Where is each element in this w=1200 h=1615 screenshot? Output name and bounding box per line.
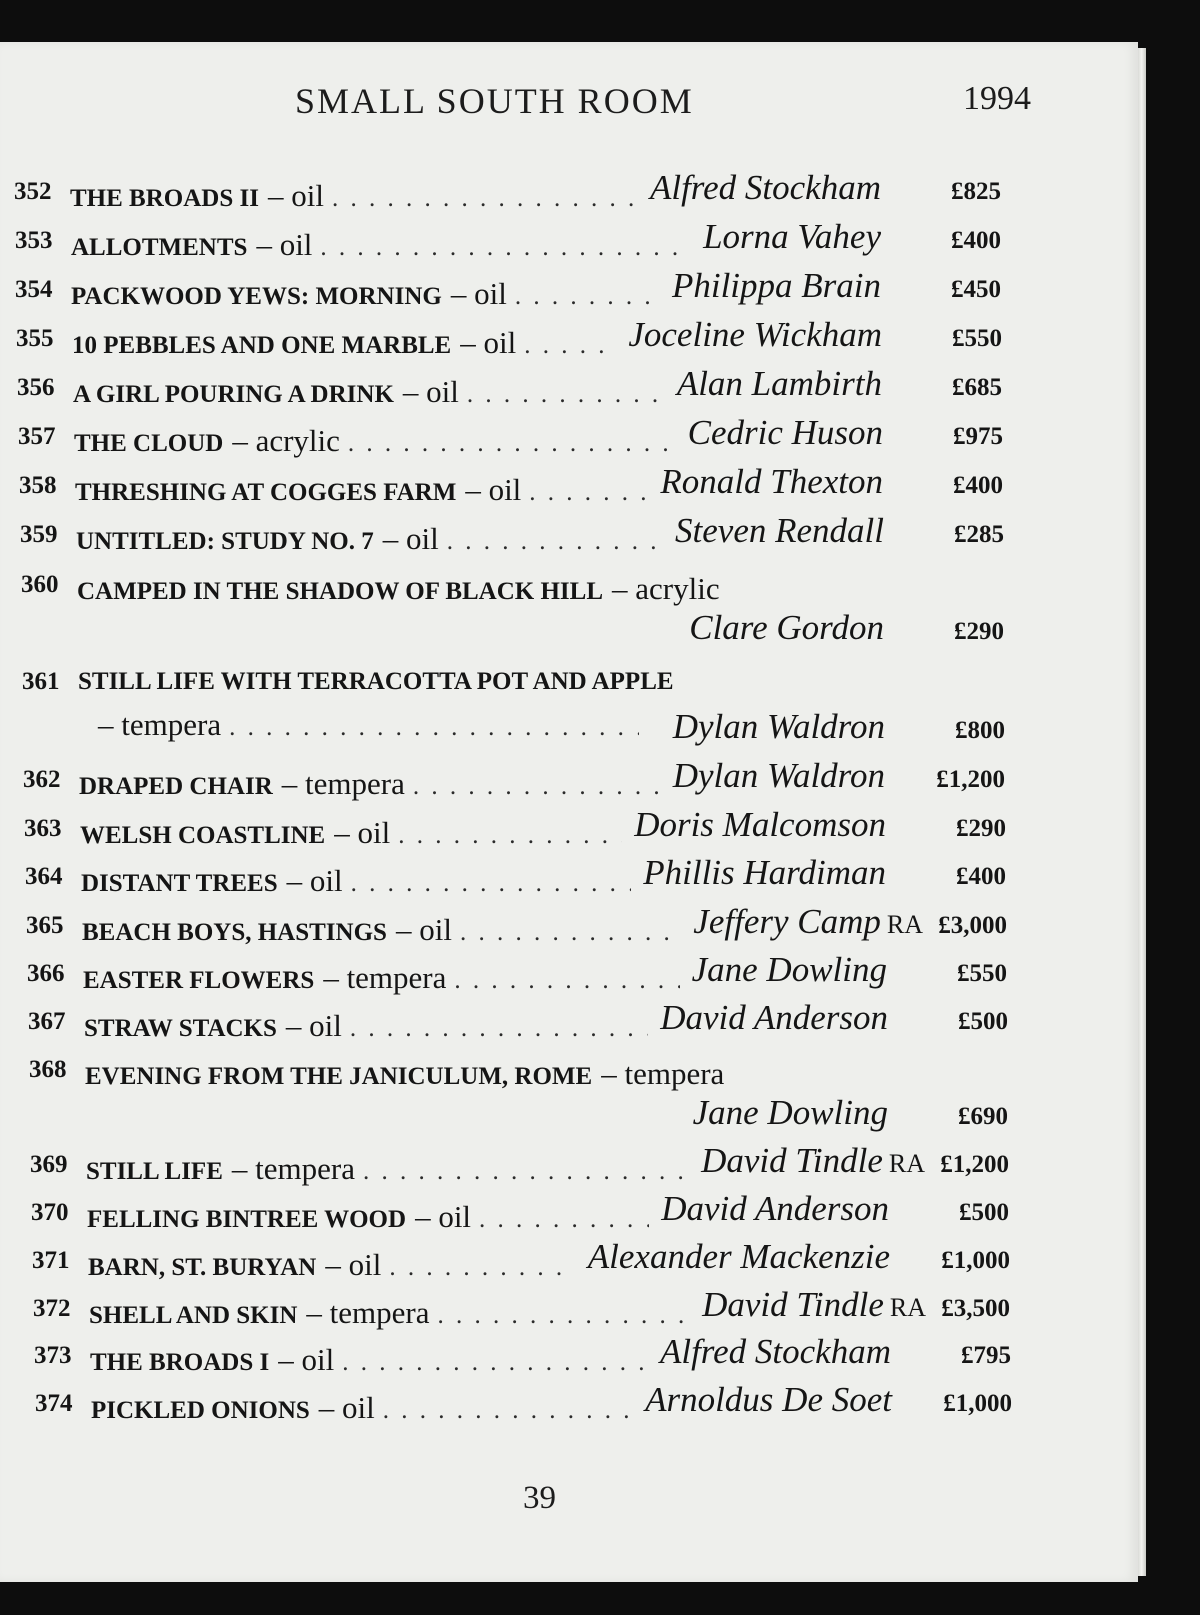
leader-dots (454, 967, 679, 995)
entry-number: 366 (27, 960, 65, 987)
entry-artist (660, 462, 883, 502)
catalogue-entry (0, 658, 1138, 698)
entry-price: £450 (951, 276, 1001, 303)
entry-artist (703, 217, 881, 257)
entry-number: 374 (35, 1390, 73, 1417)
entry-number: 368 (29, 1056, 67, 1083)
entry-artist (660, 998, 888, 1038)
entry-title-line (74, 423, 682, 459)
entry-artist (645, 1380, 892, 1420)
entry-artist: Dylan Waldron (672, 707, 885, 746)
entry-number: 354 (15, 276, 53, 303)
entry-title: DISTANT TREES (81, 870, 278, 897)
entry-title: FELLING BINTREE WOOD (87, 1206, 407, 1233)
entry-title-line (85, 1056, 724, 1092)
entry-number: 353 (15, 227, 53, 254)
entry-artist-name: Phillis Hardiman (643, 853, 886, 892)
catalogue-entry (0, 511, 1138, 556)
entry-artist-name: Joceline Wickham (628, 315, 882, 354)
entry-artist (693, 902, 923, 942)
entry-title: EASTER FLOWERS (83, 967, 315, 994)
catalogue-entry (0, 1046, 1138, 1091)
catalogue-entry (0, 1189, 1138, 1234)
entry-title: ALLOTMENTS (71, 234, 248, 261)
entry-medium: – tempera (281, 766, 405, 801)
catalogue-entry-continued (0, 1093, 1138, 1133)
entry-title: PACKWOOD YEWS: MORNING (71, 283, 442, 310)
entry-number: 364 (25, 863, 63, 890)
entry-artist-name: David Anderson (661, 1189, 889, 1228)
catalogue-entry (0, 561, 1138, 606)
catalogue-entry (0, 853, 1138, 898)
leader-dots (413, 773, 661, 801)
entry-title: THRESHING AT COGGES FARM (75, 479, 457, 506)
entry-ra: RA (886, 910, 923, 939)
entry-artist-name: Cedric Huson (687, 413, 883, 452)
entry-medium: – oil (318, 1390, 375, 1425)
entry-ra: RA (888, 1149, 925, 1178)
entry-artist (673, 756, 885, 796)
entry-price: £975 (953, 423, 1003, 450)
leader-dots (332, 185, 638, 213)
entry-medium: – acrylic (232, 423, 340, 458)
catalogue-entry (0, 413, 1138, 458)
entry-price: £1,000 (943, 1390, 1012, 1417)
entry-title-line (80, 815, 628, 851)
entry-artist (702, 1285, 926, 1325)
catalogue-entry (0, 998, 1138, 1043)
entry-title: BEACH BOYS, HASTINGS (82, 919, 387, 946)
entry-medium: – oil (325, 1247, 382, 1282)
entry-artist (677, 364, 882, 404)
entry-price: £1,000 (941, 1247, 1010, 1274)
entry-price: £400 (956, 863, 1006, 890)
entry-title: STRAW STACKS (84, 1015, 277, 1042)
catalogue-entry (0, 1237, 1138, 1282)
entry-title: STILL LIFE WITH TERRACOTTA POT AND APPLE (78, 668, 674, 695)
leader-dots (342, 1349, 648, 1377)
entry-number: 357 (18, 423, 56, 450)
entry-title: PICKLED ONIONS (91, 1397, 310, 1424)
entry-artist (588, 1237, 890, 1277)
entry-title-line (86, 1151, 695, 1187)
entry-artist (692, 950, 887, 990)
entry-title: BARN, ST. BURYAN (88, 1254, 317, 1281)
entry-medium: – oil (402, 374, 459, 409)
entry-number: 356 (17, 374, 55, 401)
entry-number: 352 (14, 178, 52, 205)
entry-title: STILL LIFE (86, 1158, 223, 1185)
entry-number: 372 (33, 1295, 71, 1322)
entry-medium: – tempera (231, 1151, 355, 1186)
entry-artist (675, 511, 884, 551)
entry-title-line (71, 227, 697, 263)
entry-medium: – oil (395, 912, 452, 947)
entry-title: A GIRL POURING A DRINK (73, 381, 394, 408)
entry-artist (672, 266, 881, 306)
entry-title: DRAPED CHAIR (79, 773, 273, 800)
leader-dots (467, 381, 665, 409)
entry-title-line (90, 1342, 654, 1378)
entry-number: 361 (22, 668, 60, 695)
entry-number: 365 (26, 912, 64, 939)
entry-title: THE BROADS II (70, 185, 259, 212)
entry-title: THE BROADS I (90, 1349, 270, 1376)
entry-price: £685 (952, 374, 1002, 401)
entry-medium: – oil (382, 521, 439, 556)
entry-price: £400 (953, 472, 1003, 499)
entry-artist (660, 1332, 891, 1372)
entry-medium-line (98, 707, 645, 743)
entry-artist-name: Alfred Stockham (659, 1332, 891, 1371)
entry-price: £290 (954, 618, 1004, 645)
entry-medium: – oil (460, 325, 517, 360)
entry-title-line (71, 276, 666, 312)
leader-dots (383, 1397, 633, 1425)
entry-artist-name: Philippa Brain (671, 266, 881, 305)
catalogue-entry (0, 168, 1138, 213)
entry-medium: – tempera (323, 960, 447, 995)
entry-artist-name: Doris Malcomson (634, 805, 886, 844)
entry-title-line (87, 1199, 655, 1235)
entry-artist-name: David Tindle (702, 1285, 884, 1324)
leader-dots (447, 528, 663, 556)
year: 1994 (963, 80, 1031, 117)
entry-number: 369 (30, 1151, 68, 1178)
entry-title: EVENING FROM THE JANICULUM, ROME (85, 1063, 593, 1090)
entry-artist-name: Arnoldus De Soet (645, 1380, 892, 1419)
catalogue-entry (0, 1380, 1138, 1425)
catalogue-entry-continued (0, 707, 1138, 747)
entry-medium: – tempera (98, 707, 222, 742)
leader-dots (438, 1302, 691, 1330)
entry-title: 10 PEBBLES AND ONE MARBLE (72, 332, 452, 359)
entry-artist (643, 853, 886, 893)
catalogue-entry (0, 364, 1138, 409)
entry-title: SHELL AND SKIN (89, 1302, 298, 1329)
entry-artist: Clare Gordon (689, 608, 884, 647)
entry-title: CAMPED IN THE SHADOW OF BLACK HILL (77, 578, 604, 605)
leader-dots (524, 332, 616, 360)
entry-price: £3,000 (938, 912, 1007, 939)
entry-price: £1,200 (936, 766, 1005, 793)
leader-dots (479, 1206, 649, 1234)
entry-title-line (79, 766, 667, 802)
entry-artist-name: Steven Rendall (675, 511, 884, 550)
entry-price: £400 (951, 227, 1001, 254)
entry-price: £285 (954, 521, 1004, 548)
leader-dots (350, 1015, 648, 1043)
entry-title-line (78, 668, 674, 696)
entry-price: £290 (956, 815, 1006, 842)
entry-title-line (73, 374, 671, 410)
entry-medium: – oil (286, 863, 343, 898)
entry-title-line (91, 1390, 639, 1426)
catalogue-entry (0, 462, 1138, 507)
entry-artist-name: David Anderson (660, 998, 888, 1037)
entry-title: WELSH COASTLINE (80, 822, 326, 849)
entry-title-line (88, 1247, 582, 1283)
catalogue-entry (0, 315, 1138, 360)
entry-medium: – acrylic (612, 571, 720, 606)
catalogue-entry (0, 266, 1138, 311)
catalogue-entry (0, 217, 1138, 262)
entry-number: 358 (19, 472, 57, 499)
leader-dots (529, 479, 648, 507)
entry-medium: – oil (278, 1342, 335, 1377)
entry-title-line (72, 325, 622, 361)
page-number: 39 (523, 1480, 556, 1516)
entry-medium: – oil (465, 472, 522, 507)
entry-title-line (76, 521, 669, 557)
entry-artist (650, 168, 881, 208)
leader-dots (389, 1254, 575, 1282)
entry-title: UNTITLED: STUDY NO. 7 (76, 528, 374, 555)
entry-price: £1,200 (940, 1151, 1009, 1178)
entry-artist-name: Lorna Vahey (703, 217, 881, 256)
entry-number: 355 (16, 325, 54, 352)
entry-artist (628, 315, 882, 355)
entry-title-line (75, 472, 654, 508)
entry-medium: – oil (256, 227, 313, 262)
entry-title-line (83, 960, 686, 996)
entry-title: THE CLOUD (74, 430, 224, 457)
entry-number: 359 (20, 521, 58, 548)
entry-title-line (84, 1008, 654, 1044)
leader-dots (348, 430, 676, 458)
catalogue-entry (0, 950, 1138, 995)
entry-title-line (89, 1295, 696, 1331)
page-edge (1138, 48, 1146, 1576)
catalogue-entry (0, 756, 1138, 801)
entry-price: £550 (952, 325, 1002, 352)
entry-artist-name: Jeffery Camp (693, 902, 881, 941)
leader-dots (363, 1158, 689, 1186)
entry-number: 371 (32, 1247, 70, 1274)
entry-title-line (82, 912, 687, 948)
entry-number: 363 (24, 815, 62, 842)
catalogue-entry-continued (0, 608, 1138, 648)
entry-title-line (70, 178, 644, 214)
entry-price: £500 (959, 1199, 1009, 1226)
entry-artist-name: Jane Dowling (691, 950, 887, 989)
entry-medium: – oil (450, 276, 507, 311)
entry-artist-name: Alan Lambirth (676, 364, 882, 403)
leader-dots (351, 870, 632, 898)
entry-medium: – oil (415, 1199, 472, 1234)
entry-number: 367 (28, 1008, 66, 1035)
entry-medium: – oil (267, 178, 324, 213)
entry-artist (688, 413, 883, 453)
entry-number: 362 (23, 766, 61, 793)
entry-price: £795 (961, 1342, 1011, 1369)
leader-dots (320, 234, 691, 262)
entry-artist-name: Alfred Stockham (649, 168, 881, 207)
entry-price: £3,500 (941, 1295, 1010, 1322)
entry-artist: Jane Dowling (692, 1093, 888, 1132)
entry-price: £550 (957, 960, 1007, 987)
entry-price: £800 (955, 717, 1005, 744)
entry-artist-name: Ronald Thexton (660, 462, 883, 501)
entry-artist-name: David Tindle (701, 1141, 883, 1180)
leader-dots (229, 714, 639, 742)
entry-artist-name: Alexander Mackenzie (587, 1237, 890, 1276)
entry-number: 370 (31, 1199, 69, 1226)
catalogue-entry (0, 1332, 1138, 1377)
catalogue-entry (0, 1141, 1138, 1186)
entry-medium: – tempera (306, 1295, 430, 1330)
leader-dots (460, 919, 681, 947)
entry-number: 373 (34, 1342, 72, 1369)
entry-price: £825 (951, 178, 1001, 205)
room-title: SMALL SOUTH ROOM (295, 81, 694, 121)
entry-ra: RA (889, 1293, 926, 1322)
leader-dots (515, 283, 660, 311)
entry-medium: – tempera (601, 1056, 725, 1091)
leader-dots (398, 822, 622, 850)
entry-artist (634, 805, 886, 845)
entry-medium: – oil (334, 815, 391, 850)
entry-price: £690 (958, 1103, 1008, 1130)
entry-artist-name: Dylan Waldron (672, 756, 885, 795)
entry-medium: – oil (285, 1008, 342, 1043)
entry-price: £500 (958, 1008, 1008, 1035)
entry-number: 360 (21, 571, 59, 598)
catalogue-entry (0, 902, 1138, 947)
entry-title-line (77, 571, 720, 607)
entry-title-line (81, 863, 637, 899)
entry-artist (701, 1141, 925, 1181)
catalogue-entry (0, 1285, 1138, 1330)
catalogue-entry (0, 805, 1138, 850)
entry-artist (661, 1189, 889, 1229)
